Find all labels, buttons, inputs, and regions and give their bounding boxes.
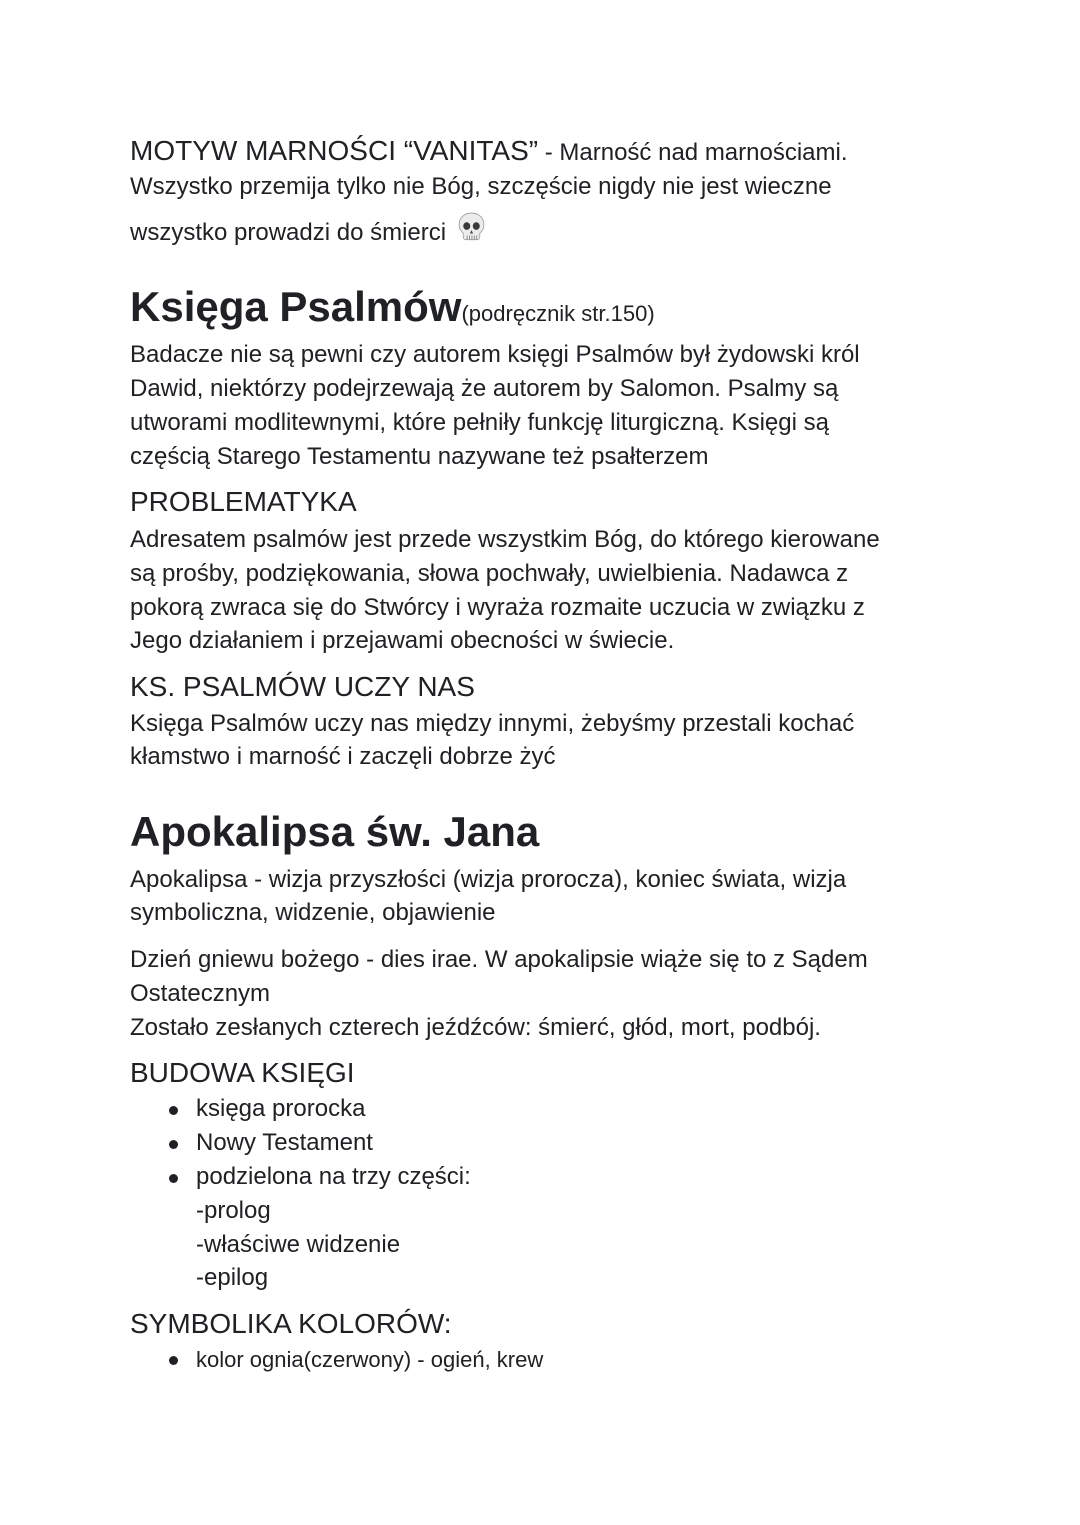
paragraph-line: Zostało zesłanych czterech jeźdźców: śmierć, głód, mort, podbój. [130,1014,821,1041]
paragraph-line: Wszystko przemija tylko nie Bóg, szczęście nigdy nie jest wieczne [130,173,832,200]
paragraph-line: są prośby, podziękowania, słowa pochwały, uwielbienia. Nadawca z [130,560,849,587]
paragraph-line: utworami modlitewnymi, które pełniły funkcję liturgiczną. Księgi są [130,409,829,436]
paragraph-line: Dzień gniewu bożego - dies irae. W apokalipsie wiąże się to z Sądem [130,946,868,973]
sub-item: -właściwe widzenie [196,1231,401,1258]
vanitas-heading: MOTYW MARNOŚCI “VANITAS” [130,135,539,166]
bullet-item: kolor ognia(czerwony) - ogień, krew [196,1343,543,1377]
paragraph-line: Adresatem psalmów jest przede wszystkim Bóg, do którego kierowane [130,526,880,553]
paragraph-line: kłamstwo i marność i zaczęli dobrze żyć [130,743,556,770]
section-heading-teaches: KS. PSALMÓW UCZY NAS [130,671,475,702]
paragraph-line: wszystko prowadzi do śmierci [130,219,447,246]
psalms-title-note: (podręcznik str.150) [461,301,655,326]
sub-item: -epilog [196,1264,269,1291]
paragraph-line: Jego działaniem i przejawami obecności w świecie. [130,627,675,654]
psalms-title-line [130,282,655,339]
paragraph-line: symboliczna, widzenie, objawienie [130,899,496,926]
paragraph-line: częścią Starego Testamentu nazywane też psałterzem [130,443,709,470]
skull-icon [458,212,485,243]
paragraph-line: pokorą zwraca się do Stwórcy i wyraża rozmaite uczucia w związku z [130,594,865,621]
bullet-item: księga prorocka [196,1092,365,1126]
section-heading-problematyka: PROBLEMATYKA [130,486,357,517]
paragraph-line: Księga Psalmów uczy nas między innymi, żebyśmy przestali kochać [130,710,855,737]
apocalypse-title: Apokalipsa św. Jana [130,808,540,855]
section-heading-structure: BUDOWA KSIĘGI [130,1057,355,1088]
paragraph-line: Ostatecznym [130,980,271,1007]
paragraph-line: Badacze nie są pewni czy autorem księgi Psalmów był żydowski król [130,341,860,368]
paragraph-line-with-icon [130,212,485,250]
bullet-item: Nowy Testament [196,1126,373,1160]
vanitas-heading-suffix: - Marność nad marnościami. [538,139,848,166]
sub-item: -prolog [196,1197,271,1224]
psalms-title: Księga Psalmów [130,283,462,330]
paragraph-line: Apokalipsa - wizja przyszłości (wizja prorocza), koniec świata, wizja [130,866,847,893]
bullet-item: podzielona na trzy części: [196,1160,471,1194]
vanitas-heading-line [130,134,848,170]
section-heading-colors: SYMBOLIKA KOLORÓW: [130,1308,452,1339]
paragraph-line: Dawid, niektórzy podejrzewają że autorem by Salomon. Psalmy są [130,375,839,402]
